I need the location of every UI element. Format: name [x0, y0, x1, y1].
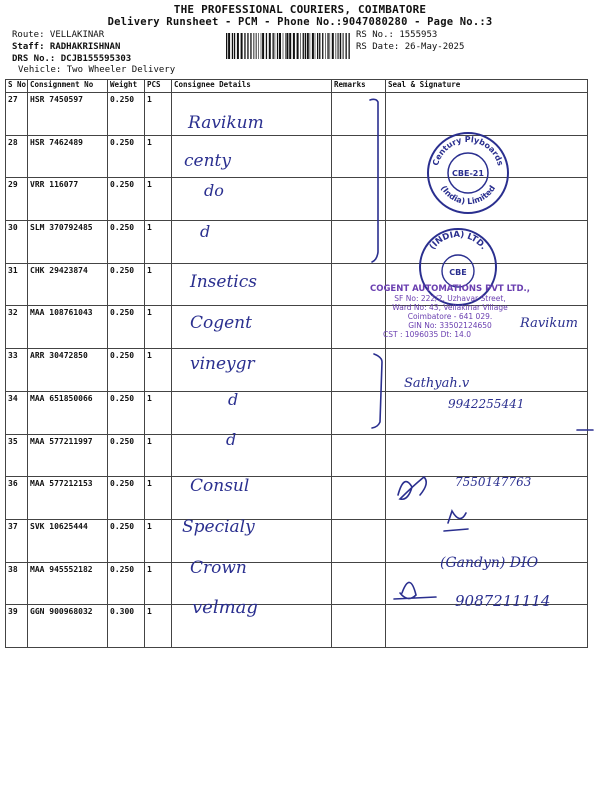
- cell-seal: [386, 519, 588, 562]
- cell-consignee: [172, 605, 332, 648]
- table-row: [6, 562, 588, 605]
- staff-label: Staff: RADHAKRISHNAN: [12, 42, 121, 52]
- cell-pcs: 1: [145, 349, 172, 392]
- cell-seal: [386, 605, 588, 648]
- cell-remarks: [332, 391, 386, 434]
- cell-pcs: 1: [145, 135, 172, 178]
- table-row: [6, 306, 588, 349]
- cell-consignee: [172, 519, 332, 562]
- cell-consignment: HSR 7450597: [28, 93, 108, 136]
- table-row: [6, 178, 588, 221]
- cell-sno: 28: [6, 135, 28, 178]
- cell-seal: [386, 477, 588, 520]
- cell-seal: [386, 221, 588, 264]
- cell-remarks: [332, 93, 386, 136]
- cell-pcs: 1: [145, 605, 172, 648]
- cell-pcs: 1: [145, 178, 172, 221]
- sig-phone-2: 7550147763: [455, 475, 532, 489]
- hw-consignee-36: Consul: [190, 476, 250, 496]
- table-row: [6, 519, 588, 562]
- hw-consignee-29: do: [204, 181, 224, 200]
- cell-sno: 27: [6, 93, 28, 136]
- cell-pcs: 1: [145, 477, 172, 520]
- table-row: [6, 221, 588, 264]
- cell-sno: 30: [6, 221, 28, 264]
- vehicle-label: Vehicle: Two Wheeler Delivery: [18, 65, 176, 75]
- cell-sno: 39: [6, 605, 28, 648]
- cell-sno: 35: [6, 434, 28, 477]
- col-weight: Weight: [108, 80, 145, 93]
- cell-remarks: [332, 562, 386, 605]
- cell-seal: [386, 306, 588, 349]
- cell-seal: [386, 135, 588, 178]
- cell-seal: [386, 349, 588, 392]
- cell-weight: 0.250: [108, 391, 145, 434]
- cell-consignee: [172, 562, 332, 605]
- cell-weight: 0.250: [108, 135, 145, 178]
- cell-seal: [386, 178, 588, 221]
- rs-date: RS Date: 26-May-2025: [356, 42, 465, 52]
- cell-seal: [386, 263, 588, 306]
- table-row: [6, 434, 588, 477]
- century-stamp-top: Century Plyboards: [430, 134, 506, 167]
- cell-sno: 37: [6, 519, 28, 562]
- company-title: THE PROFESSIONAL COURIERS, COIMBATORE: [173, 3, 427, 16]
- table-row: [6, 349, 588, 392]
- hw-consignee-37: Specialy: [182, 517, 255, 537]
- hw-consignee-28: centy: [184, 151, 231, 171]
- cell-weight: 0.250: [108, 519, 145, 562]
- cogent-stamp-line3: Coimbatore - 641 029.: [407, 312, 493, 321]
- col-remarks: Remarks: [332, 80, 386, 93]
- cell-consignee: [172, 221, 332, 264]
- cell-weight: 0.250: [108, 562, 145, 605]
- cell-consignment: HSR 7462489: [28, 135, 108, 178]
- sig-phone-1: 9942255441: [448, 397, 525, 411]
- cell-weight: 0.250: [108, 306, 145, 349]
- cell-remarks: [332, 434, 386, 477]
- cell-pcs: 1: [145, 562, 172, 605]
- cogent-stamp-line1: SF No: 222/2, Uzhavar Street,: [394, 294, 506, 303]
- hw-consignee-39: velmag: [192, 597, 258, 618]
- cell-sno: 31: [6, 263, 28, 306]
- cell-weight: 0.250: [108, 178, 145, 221]
- cell-consignee: [172, 434, 332, 477]
- cell-consignment: VRR 116077: [28, 178, 108, 221]
- century-stamp-bottom: (India) Limited: [438, 183, 498, 207]
- cell-weight: 0.250: [108, 477, 145, 520]
- table-row: [6, 135, 588, 178]
- cell-weight: 0.250: [108, 434, 145, 477]
- sig-ravikum: Ravikum: [520, 316, 578, 331]
- india-stamp-center: CBE: [449, 268, 467, 277]
- cell-remarks: [332, 605, 386, 648]
- cell-weight: 0.250: [108, 349, 145, 392]
- cell-consignee: [172, 93, 332, 136]
- col-pcs: PCS: [145, 80, 172, 93]
- hw-consignee-33: vineygr: [190, 354, 255, 374]
- cell-sno: 29: [6, 178, 28, 221]
- route-label: Route: VELLAKINAR: [12, 30, 105, 40]
- cell-pcs: 1: [145, 434, 172, 477]
- cell-consignee: [172, 263, 332, 306]
- cell-consignment: GGN 900968032: [28, 605, 108, 648]
- cell-weight: 0.250: [108, 93, 145, 136]
- cell-consignment: MAA 577211997: [28, 434, 108, 477]
- cell-weight: 0.250: [108, 221, 145, 264]
- sig-dio: (Gandyn) DIO: [440, 555, 539, 571]
- barcode: [226, 33, 351, 59]
- table-header-row: [6, 80, 588, 93]
- cogent-stamp-line4: GIN No: 33502124650: [408, 321, 492, 330]
- col-consignee: Consignee Details: [172, 80, 332, 93]
- table-row: [6, 605, 588, 648]
- table-row: [6, 391, 588, 434]
- table-row: [6, 263, 588, 306]
- cell-remarks: [332, 263, 386, 306]
- cell-consignee: [172, 349, 332, 392]
- cell-weight: 0.250: [108, 263, 145, 306]
- cell-consignee: [172, 477, 332, 520]
- cell-sno: 36: [6, 477, 28, 520]
- cell-remarks: [332, 349, 386, 392]
- hw-consignee-34: d: [228, 390, 239, 409]
- cell-consignment: SLM 370792485: [28, 221, 108, 264]
- cogent-stamp-name: COGENT AUTOMATIONS PVT LTD.,: [369, 284, 530, 294]
- hw-consignee-38: Crown: [190, 558, 247, 578]
- col-seal: Seal & Signature: [386, 80, 588, 93]
- cell-sno: 33: [6, 349, 28, 392]
- cell-consignment: ARR 30472850: [28, 349, 108, 392]
- cell-sno: 34: [6, 391, 28, 434]
- cell-consignee: [172, 178, 332, 221]
- cell-sno: 32: [6, 306, 28, 349]
- century-stamp-center: CBE-21: [452, 169, 484, 178]
- cell-pcs: 1: [145, 391, 172, 434]
- col-consignment: Consignment No: [28, 80, 108, 93]
- cogent-stamp-line5: CST : 1096035 Dt: 14.0: [383, 330, 471, 339]
- rs-number: RS No.: 1555953: [356, 30, 438, 40]
- col-sno: S No: [6, 80, 28, 93]
- cell-consignment: MAA 651850066: [28, 391, 108, 434]
- hw-consignee-27: Ravikum: [188, 113, 264, 133]
- india-stamp-text: (INDIA) LTD.: [427, 229, 489, 252]
- cell-consignee: [172, 391, 332, 434]
- cell-consignment: SVK 10625444: [28, 519, 108, 562]
- cell-consignment: MAA 577212153: [28, 477, 108, 520]
- sig-sathyash: Sathyah.v: [404, 376, 470, 391]
- cell-remarks: [332, 135, 386, 178]
- cell-weight: 0.300: [108, 605, 145, 648]
- cell-seal: [386, 562, 588, 605]
- cell-pcs: 1: [145, 93, 172, 136]
- drs-label: DRS No.: DCJB155595303: [12, 54, 132, 64]
- cell-remarks: [332, 519, 386, 562]
- cell-remarks: [332, 221, 386, 264]
- hw-consignee-30: d: [200, 222, 211, 241]
- table-row: [6, 93, 588, 136]
- cell-pcs: 1: [145, 263, 172, 306]
- hw-consignee-32: Cogent: [190, 313, 252, 333]
- cell-consignment: MAA 945552182: [28, 562, 108, 605]
- cell-remarks: [332, 477, 386, 520]
- cell-seal: [386, 434, 588, 477]
- sig-phone-3: 9087211114: [455, 592, 551, 610]
- cell-pcs: 1: [145, 221, 172, 264]
- cell-pcs: 1: [145, 519, 172, 562]
- cell-seal: [386, 93, 588, 136]
- hw-consignee-35: d: [226, 430, 237, 449]
- cell-consignee: [172, 135, 332, 178]
- hw-consignee-31: Insetics: [190, 272, 257, 292]
- cell-remarks: [332, 306, 386, 349]
- cell-consignee: [172, 306, 332, 349]
- cell-pcs: 1: [145, 306, 172, 349]
- cell-seal: [386, 391, 588, 434]
- table-row: [6, 477, 588, 520]
- runsheet-subtitle: Delivery Runsheet - PCM - Phone No.:9047080280 - Page No.:3: [107, 16, 493, 28]
- cell-sno: 38: [6, 562, 28, 605]
- cell-consignment: CHK 29423874: [28, 263, 108, 306]
- runsheet-table: [5, 79, 588, 648]
- cell-remarks: [332, 178, 386, 221]
- cell-consignment: MAA 108761043: [28, 306, 108, 349]
- cogent-stamp-line2: Ward No: 43, Vellakinar Village: [392, 303, 508, 312]
